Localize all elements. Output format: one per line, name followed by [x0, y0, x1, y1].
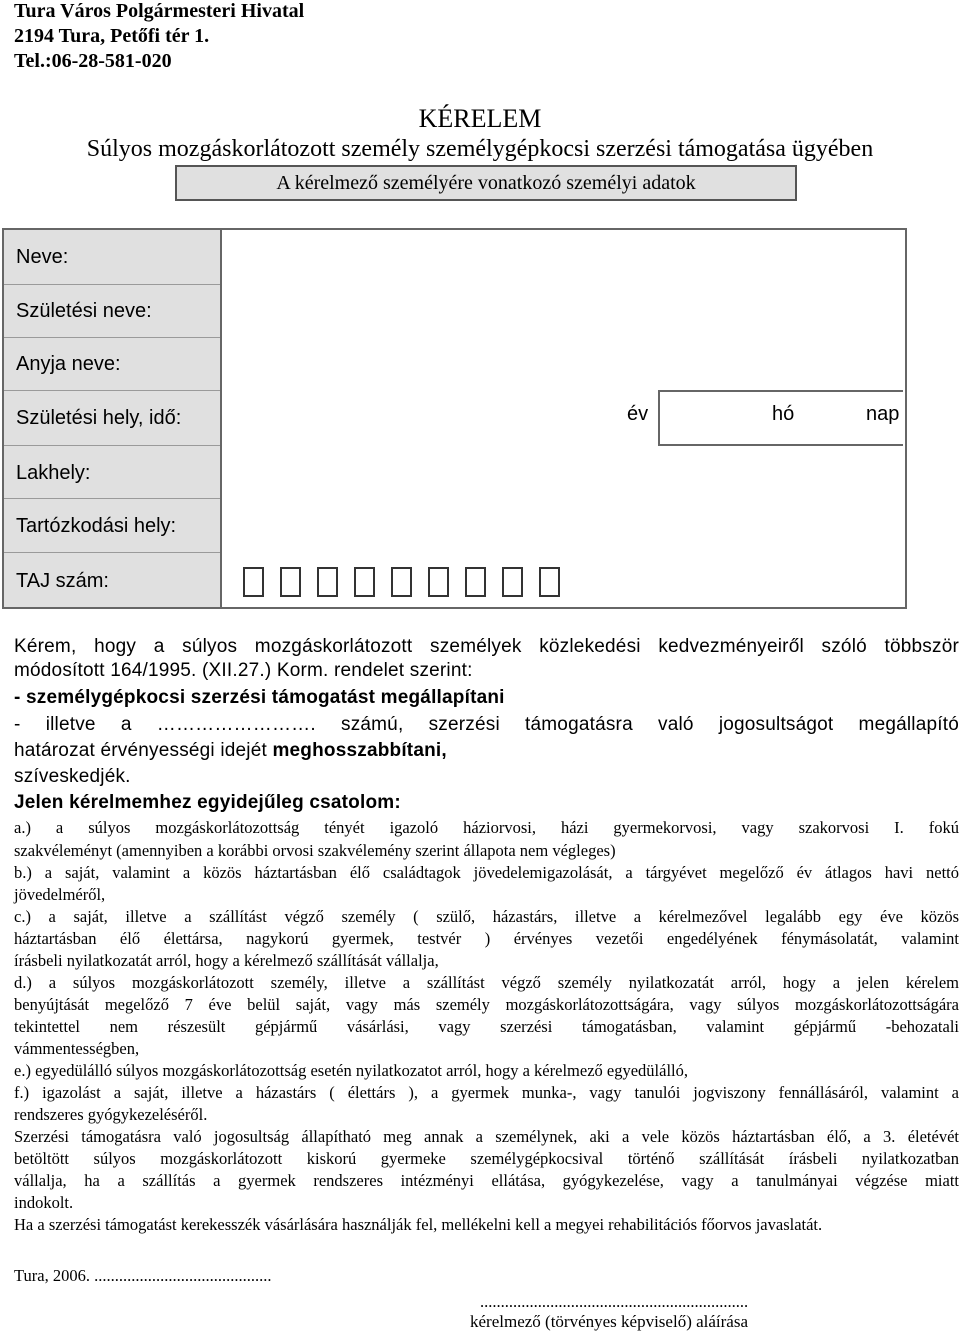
attachment-c: háztartásban élő élettársa, nagykorú gyermek, testvér ) érvényes vezetői engedélyének fénymásolatát, valamint: [14, 929, 959, 948]
attachment-f: f.) igazolást a saját, illetve a házastárs ( élettárs ), a gyermek munka-, vagy tanulói jogviszony fennállásáról, valamint a: [14, 1083, 959, 1102]
office-address: 2194 Tura, Petőfi tér 1.: [14, 25, 210, 47]
attachment-a: szakvéleményt (amennyiben a korábbi orvosi szakvélemény szerint állapota nem végleges): [14, 841, 616, 860]
taj-digit-box[interactable]: [243, 567, 264, 597]
taj-digit-box[interactable]: [465, 567, 486, 597]
document-subject: Súlyos mozgáskorlátozott személy személygépkocsi szerzési támogatása ügyében: [86, 136, 874, 162]
date-place-line: Tura, 2006. ...........................................: [14, 1266, 272, 1285]
attachment-d: vámmentességben,: [14, 1039, 140, 1058]
taj-digit-box[interactable]: [428, 567, 449, 597]
labels-column: [4, 230, 222, 607]
row-divider: [4, 445, 220, 446]
option-support: - személygépkocsi szerzési támogatást megállapítani: [14, 687, 505, 708]
taj-digit-box[interactable]: [280, 567, 301, 597]
attachment-d: benyújtását megelőző 7 éve belül saját, vagy más személy mozgáskorlátozottságára, vagy súlyos mozgáskorlátozottságára: [14, 995, 959, 1014]
personal-data-form: [2, 228, 907, 609]
request-closing: szíveskedjék.: [14, 766, 131, 787]
label-residence: Lakhely:: [16, 462, 91, 484]
wheelchair-note: Ha a szerzési támogatást kerekesszék vásárlására használják fel, mellékelni kell a megyei rehabilitációs főorvos javaslatát.: [14, 1215, 823, 1234]
birth-date-box[interactable]: [627, 390, 903, 446]
attachment-d: d.) a súlyos mozgáskorlátozott személy, illetve a szállítást végző személy nyilatkozatát arról, hogy a jelen kérelem: [14, 973, 959, 992]
answers-column[interactable]: [222, 230, 905, 607]
section-title: A kérelmező személyére vonatkozó személyi adatok: [175, 165, 797, 201]
label-birth-name: Születési neve:: [16, 300, 152, 322]
attachment-c: írásbeli nyilatkozatát arról, hogy a kérelmező szállítását vállalja,: [14, 951, 439, 970]
taj-digit-box[interactable]: [391, 567, 412, 597]
attachment-f: rendszeres gyógykezeléséről.: [14, 1105, 208, 1124]
date-year-label: év: [627, 403, 649, 425]
option-extend-line: - illetve a ……………………. számú, szerzési támogatásra való jogosultságot megállapító: [14, 714, 959, 735]
label-taj: TAJ szám:: [16, 570, 109, 592]
attachment-c: c.) a saját, illetve a szállítást végző személy ( szülő, házastárs, illetve a kérelmezővel legalább egy éve közös: [14, 907, 959, 926]
signature-label: kérelmező (törvényes képviselő) aláírása: [470, 1312, 749, 1331]
option-extend-text: határozat érvényességi idejét: [14, 740, 273, 761]
row-divider: [4, 390, 220, 391]
taj-digit-box[interactable]: [354, 567, 375, 597]
attachment-d: tekintettel nem részesült gépjármű vásárlási, vagy szerzési támogatásban, valamint gépjármű -behozatali: [14, 1017, 959, 1036]
date-day-label: nap: [866, 403, 900, 425]
attachment-e: e.) egyedülálló súlyos mozgáskorlátozottság esetén nyilatkozatot arról, hogy a kérelmező egyedülálló,: [14, 1061, 688, 1080]
option-extend-verb: meghosszabbítani,: [272, 740, 447, 761]
request-line: Kérem, hogy a súlyos mozgáskorlátozott személyek közlekedési kedvezményeiről szóló többször: [14, 636, 959, 657]
label-mother-name: Anyja neve:: [16, 353, 121, 375]
eligibility-note: Szerzési támogatásra való jogosultság állapítható meg annak a személynek, aki a vele közös háztartásban élő, a 3. életévét: [14, 1127, 959, 1146]
eligibility-note: indokolt.: [14, 1193, 74, 1212]
attachment-a: a.) a súlyos mozgáskorlátozottság tényét igazoló háziorvosi, házi gyermekorvosi, vagy szakorvosi I. fokú: [14, 818, 959, 837]
label-stay-place: Tartózkodási hely:: [16, 515, 177, 537]
option-extend-line: [14, 740, 959, 762]
taj-digit-box[interactable]: [502, 567, 523, 597]
row-divider: [4, 337, 220, 338]
attachment-b: jövedelméről,: [14, 885, 106, 904]
attachment-b: b.) a saját, valamint a közös háztartásban élő családtagok jövedelemigazolását, a tárgyévet megelőző év átlagos havi nettó: [14, 863, 959, 882]
signature-line: .................................................................: [480, 1292, 749, 1311]
row-divider: [4, 498, 220, 499]
office-name: Tura Város Polgármesteri Hivatal: [14, 0, 305, 22]
eligibility-note: vállalja, ha a szállítás a gyermek rendszeres intézményi ellátása, gyógykezelése, vagy a tanulmányai végzése miatt: [14, 1171, 959, 1190]
document-title: KÉRELEM: [418, 104, 542, 133]
row-divider: [4, 284, 220, 285]
taj-digit-box[interactable]: [539, 567, 560, 597]
attachments-heading: Jelen kérelmemhez egyidejűleg csatolom:: [14, 792, 401, 813]
office-phone: Tel.:06-28-581-020: [14, 50, 172, 72]
date-month-label: hó: [772, 403, 795, 425]
row-divider: [4, 552, 220, 553]
taj-digit-box[interactable]: [317, 567, 338, 597]
label-birth-place-time: Születési hely, idő:: [16, 407, 182, 429]
eligibility-note: betöltött súlyos mozgáskorlátozott kiskorú gyermeke személygépkocsival történő szállítását írásbeli nyilatkozatban: [14, 1149, 959, 1168]
label-name: Neve:: [16, 246, 69, 268]
request-line: módosított 164/1995. (XII.27.) Korm. rendelet szerint:: [14, 660, 473, 681]
